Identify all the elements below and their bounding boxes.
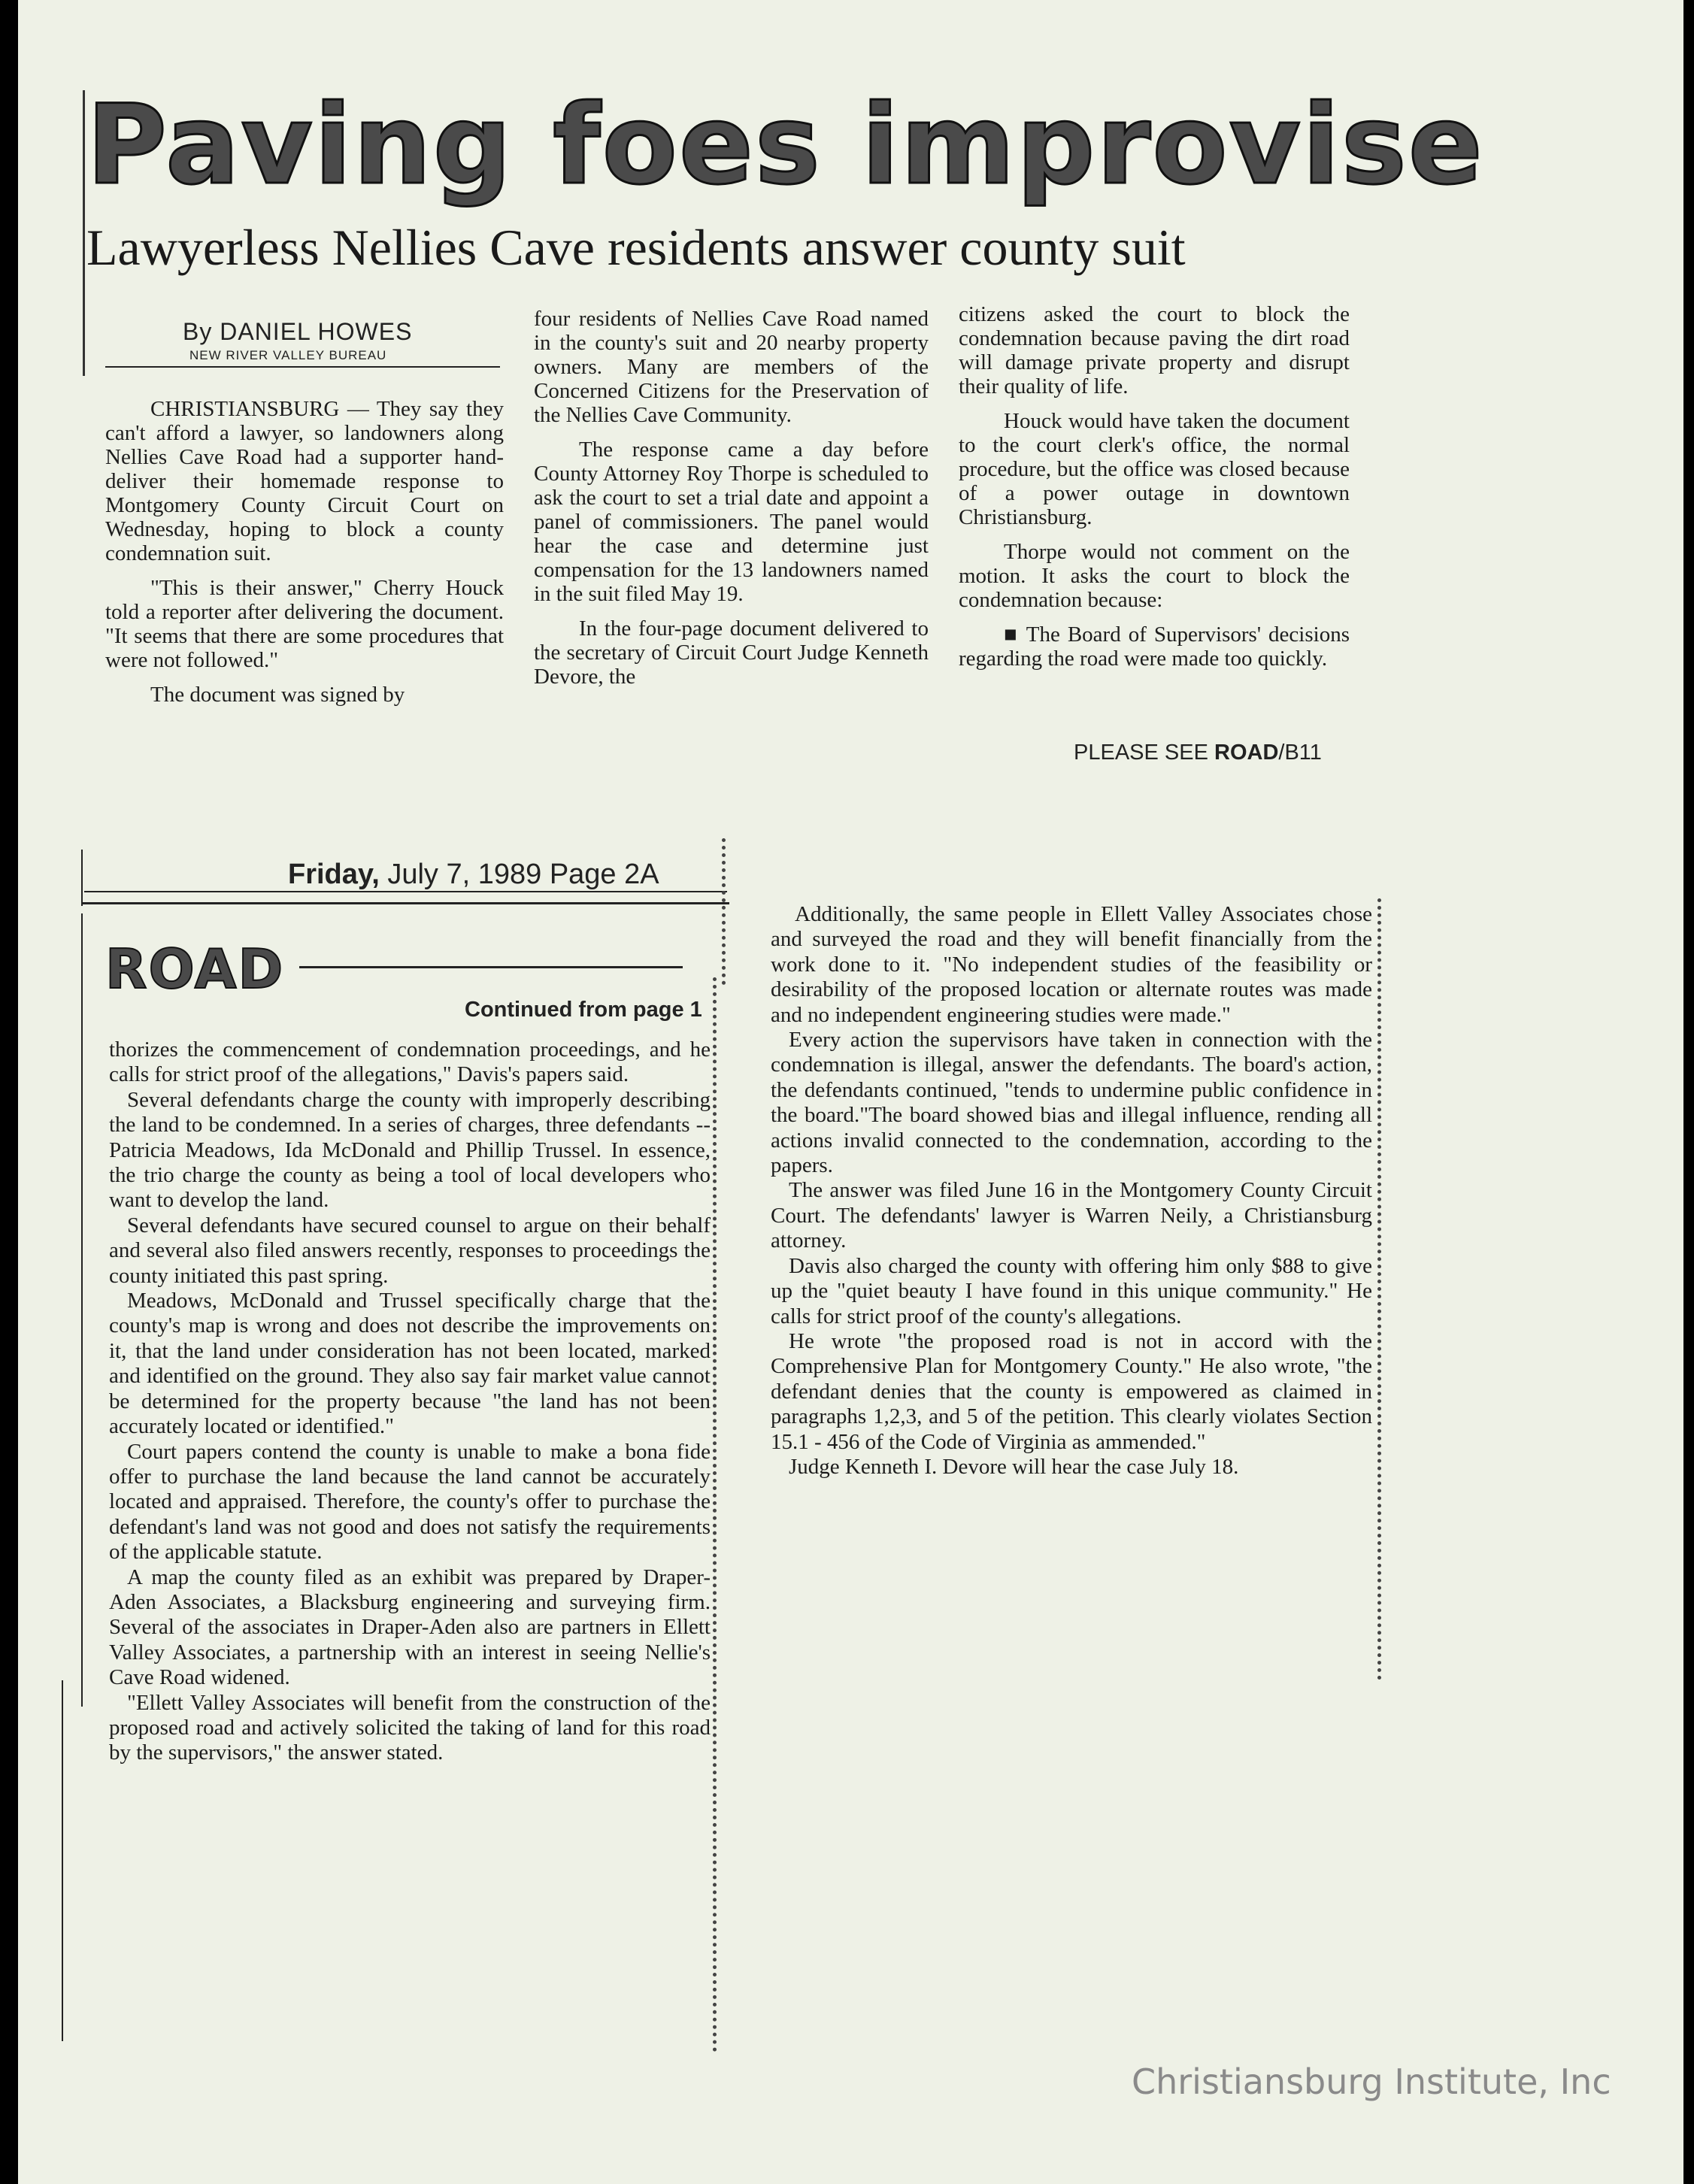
headline: Paving foes improvise bbox=[86, 81, 1484, 209]
dateline bbox=[288, 859, 659, 891]
paragraph: Meadows, McDonald and Trussel specifically charge that the county's map is wrong and does not describe the improvements on it, that the land under consideration has not been located, marked and identified on the ground. They also say fair market value cannot be determined for the property because "the land has not been accurately located or identified." bbox=[109, 1289, 711, 1439]
paragraph: Thorpe would not comment on the motion. It asks the court to block the condemnation because: bbox=[959, 540, 1350, 612]
paragraph: Every action the supervisors have taken in connection with the condemnation is illegal, answer the defendants. The board's action, the defendants continued, "tends to undermine public confidence in the board."The board showed bias and illegal influence, rending all actions invalid connected to the condemnation, according to the papers. bbox=[771, 1028, 1372, 1178]
bureau: NEW RIVER VALLEY BUREAU bbox=[189, 348, 387, 362]
watermark: Christiansburg Institute, Inc bbox=[1132, 2061, 1611, 2102]
paragraph: Court papers contend the county is unable to make a bona fide offer to purchase the land because the land cannot be accurately located and appraised. Therefore, the county's offer to purchase the defendant's land was not good and does not satisfy the requirements of the applicable statute. bbox=[109, 1439, 711, 1565]
article-column-3 bbox=[959, 302, 1350, 681]
paragraph: The response came a day before County Attorney Roy Thorpe is scheduled to ask the court to set a trial date and appoint a panel of commissioners. The panel would hear the case and determine just compensation for the 13 landowners named in the suit filed May 19. bbox=[534, 438, 929, 606]
jump-bold: ROAD bbox=[1214, 741, 1279, 765]
dateline-left-rule bbox=[81, 850, 83, 906]
continuation-right-column bbox=[771, 902, 1372, 1480]
paragraph: In the four-page document delivered to the secretary of Circuit Court Judge Kenneth Devore, the bbox=[534, 616, 929, 689]
byline-rule bbox=[105, 366, 500, 368]
continuation-title: ROAD bbox=[105, 938, 285, 1001]
dateline-rest: July 7, 1989 Page 2A bbox=[379, 859, 659, 890]
paragraph: He wrote "the proposed road is not in accord with the Comprehensive Plan for Montgomery County." He also wrote, "the defendant denies that the county is empowered as claimed in paragraphs 1,2,3, and 5 of the petition. This clearly violates Section 15.1 - 456 of the Code of Virginia as ammended." bbox=[771, 1328, 1372, 1454]
article-column-1 bbox=[105, 397, 504, 717]
left-clip-edge-lower bbox=[62, 1680, 63, 2041]
jump-suffix: /B11 bbox=[1278, 741, 1322, 765]
continued-from: Continued from page 1 bbox=[465, 998, 702, 1022]
dateline-rule-top bbox=[84, 891, 727, 892]
paragraph: "Ellett Valley Associates will benefit from the construction of the proposed road and actively solicited the taking of land for this road by the supervisors," the answer stated. bbox=[109, 1690, 711, 1765]
paragraph: citizens asked the court to block the condemnation because paving the dirt road will damage private property and disrupt their quality of life. bbox=[959, 302, 1350, 398]
paragraph: four residents of Nellies Cave Road named in the county's suit and 20 nearby property owners. Many are members of the Concerned Citizens for the Preservation of the Nellies Cave Community. bbox=[534, 307, 929, 427]
left-clip-edge bbox=[81, 913, 83, 1707]
clipping-edge-right-col bbox=[1377, 898, 1381, 1680]
jump-prefix: PLEASE SEE bbox=[1074, 741, 1214, 765]
paragraph: Judge Kenneth I. Devore will hear the case July 18. bbox=[789, 1454, 1239, 1479]
clipping-edge-left-col bbox=[713, 977, 717, 2052]
headline-left-rule bbox=[83, 90, 85, 376]
paragraph: "This is their answer," Cherry Houck told a reporter after delivering the document. "It seems that there are some procedures that were not followed." bbox=[105, 576, 504, 672]
paragraph: Several defendants charge the county with improperly describing the land to be condemned. In a series of charges, three defendants -- Patricia Meadows, Ida McDonald and Phillip Trussel. In essence, the trio charge the county as being a tool of local developers who want to develop the land. bbox=[109, 1087, 711, 1213]
dateline-rule-bottom bbox=[81, 902, 729, 904]
paragraph: Houck would have taken the document to the court clerk's office, the normal procedure, but the office was closed because of a power outage in downtown Christiansburg. bbox=[959, 409, 1350, 529]
paragraph: The answer was filed June 16 in the Montgomery County Circuit Court. The defendants' lawyer is Warren Neily, a Christiansburg attorney. bbox=[771, 1178, 1372, 1253]
subheadline: Lawyerless Nellies Cave residents answer county suit bbox=[86, 219, 1186, 276]
paragraph: Davis also charged the county with offering him only $88 to give up the "quiet beauty I have found in this unique community." He calls for strict proof of the county's allegations. bbox=[771, 1253, 1372, 1328]
title-rule bbox=[299, 966, 683, 968]
article-column-2 bbox=[534, 307, 929, 699]
paragraph: Additionally, the same people in Ellett Valley Associates chose and surveyed the road and they will benefit financially from the work done to it. "No independent studies of the feasibility or desirability of the proposed location or alternate routes was made and no independent engineering studies were made." bbox=[771, 902, 1372, 1027]
paragraph: CHRISTIANSBURG — They say they can't afford a lawyer, so landowners along Nellies Cave Road had a supporter hand-deliver their homemade response to Montgomery County Circuit Court on Wednesday, hoping to block a county condemnation suit. bbox=[105, 397, 504, 565]
byline: By DANIEL HOWES bbox=[183, 318, 413, 345]
jump-line bbox=[1074, 741, 1322, 765]
dateline-day: Friday, bbox=[288, 859, 380, 890]
continuation-left-column bbox=[109, 1037, 711, 1766]
paragraph: The document was signed by bbox=[150, 683, 405, 707]
clipping-edge-mid bbox=[722, 838, 726, 985]
paragraph: Several defendants have secured counsel to argue on their behalf and several also filed answers recently, responses to proceedings the county initiated this past spring. bbox=[109, 1213, 711, 1288]
bullet-paragraph: ■ The Board of Supervisors' decisions regarding the road were made too quickly. bbox=[959, 622, 1350, 671]
paragraph: thorizes the commencement of condemnation proceedings, and he calls for strict proof of the allegations," Davis's papers said. bbox=[109, 1037, 711, 1087]
paragraph: A map the county filed as an exhibit was prepared by Draper-Aden Associates, a Blacksburg engineering and surveying firm. Several of the associates in Draper-Aden also are partners in Ellett Valley Associates, a partnership with an interest in seeing Nellie's Cave Road widened. bbox=[109, 1565, 711, 1690]
